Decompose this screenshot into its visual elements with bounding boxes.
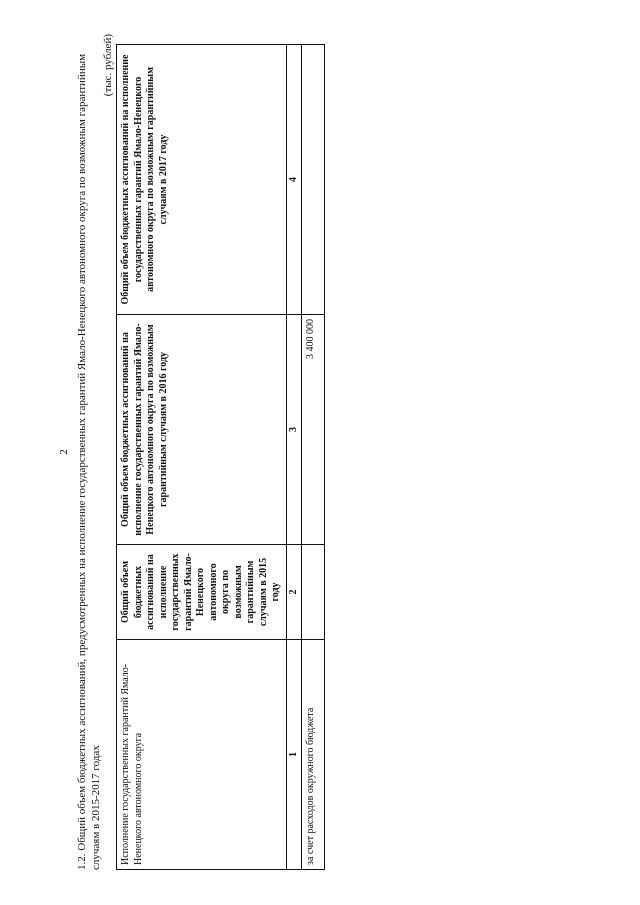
header-2017-total: Общий объем бюджетных ассигнований на исполнение государственных гарантий Ямало-Ненецкого автономного округа по возможным гарантийным случаям в 2017 году	[117, 45, 287, 315]
units-label: (тыс. рублей)	[102, 34, 114, 97]
header-2015-total: Общий объем бюджетных ассигнований на исполнение государственных гарантий Ямало-Ненецкого автономного округа по возможным гарантийным случаям в 2015 году	[117, 545, 287, 640]
column-number: 3	[286, 315, 302, 545]
value-2016: 3 400 000	[302, 315, 325, 545]
column-number: 1	[286, 640, 302, 870]
table-row	[302, 45, 325, 870]
section-heading: 1.2. Общий объем бюджетных ассигнований, предусмотренных на исполнение государственных гарантий Ямало-Ненецкого автономного округа по возможным гарантийным случаям в 2015-2017 годах	[76, 53, 102, 870]
document-page	[20, 22, 620, 882]
column-number-row	[286, 45, 302, 870]
page-number: 2	[58, 449, 70, 455]
row-label: за счет расходов окружного бюджета	[302, 640, 325, 870]
guarantees-table	[116, 44, 325, 870]
column-number: 4	[286, 45, 302, 315]
table-header-row	[117, 45, 287, 870]
value-2015	[302, 545, 325, 640]
column-number: 2	[286, 545, 302, 640]
header-2016-total: Общий объем бюджетных ассигнований на исполнение государственных гарантий Ямало-Ненецкого автономного округа по возможным гарантийным случаям в 2016 году	[117, 315, 287, 545]
value-2017	[302, 45, 325, 315]
header-guarantee-execution: Исполнение государственных гарантий Ямало-Ненецкого автономного округа	[117, 640, 287, 870]
